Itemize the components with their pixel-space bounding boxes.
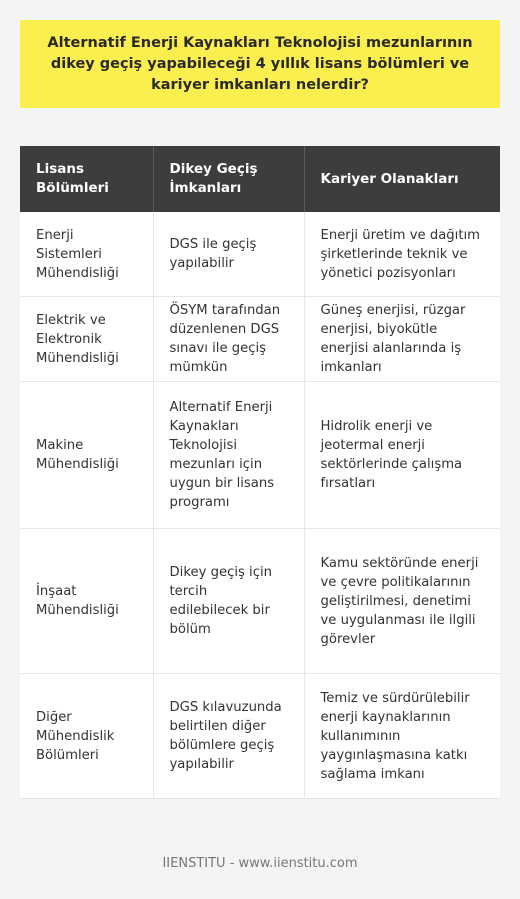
info-table <box>20 146 500 799</box>
column-header: Dikey Geçiş İmkanları <box>153 146 304 212</box>
table-row <box>20 212 500 297</box>
page-title: Alternatif Enerji Kaynakları Teknolojisi mezunlarının dikey geçiş yapabileceği 4 yıllık lisans bölümleri ve kariyer imkanları nelerdir? <box>47 34 473 93</box>
footer-credit: IIENSTITU - www.iienstitu.com <box>162 856 358 871</box>
table-cell: ÖSYM tarafından düzenlenen DGS sınavı ile geçiş mümkün <box>153 297 304 382</box>
table-cell: Enerji üretim ve dağıtım şirketlerinde teknik ve yönetici pozisyonları <box>304 212 500 297</box>
table-cell: Enerji Sistemleri Mühendisliği <box>20 212 153 297</box>
table-cell: Dikey geçiş için tercih edilebilecek bir bölüm <box>153 529 304 674</box>
table-row <box>20 297 500 382</box>
table-header-row <box>20 146 500 212</box>
table-row <box>20 382 500 529</box>
column-header: Lisans Bölümleri <box>20 146 153 212</box>
table-cell: Alternatif Enerji Kaynakları Teknolojisi mezunları için uygun bir lisans programı <box>153 382 304 529</box>
table-cell: DGS kılavuzunda belirtilen diğer bölümlere geçiş yapılabilir <box>153 674 304 799</box>
column-header: Kariyer Olanakları <box>304 146 500 212</box>
table-row <box>20 674 500 799</box>
title-banner <box>20 20 500 108</box>
table-cell: Hidrolik enerji ve jeotermal enerji sektörlerinde çalışma fırsatları <box>304 382 500 529</box>
table-cell: Kamu sektöründe enerji ve çevre politikalarının geliştirilmesi, denetimi ve uygulanması ile ilgili görevler <box>304 529 500 674</box>
table-cell: Diğer Mühendislik Bölümleri <box>20 674 153 799</box>
table-cell: Makine Mühendisliği <box>20 382 153 529</box>
table-row <box>20 529 500 674</box>
table-cell: İnşaat Mühendisliği <box>20 529 153 674</box>
table-cell: DGS ile geçiş yapılabilir <box>153 212 304 297</box>
table-cell: Temiz ve sürdürülebilir enerji kaynaklarının kullanımının yaygınlaşmasına katkı sağlama imkanı <box>304 674 500 799</box>
table-cell: Elektrik ve Elektronik Mühendisliği <box>20 297 153 382</box>
table-cell: Güneş enerjisi, rüzgar enerjisi, biyokütle enerjisi alanlarında iş imkanları <box>304 297 500 382</box>
